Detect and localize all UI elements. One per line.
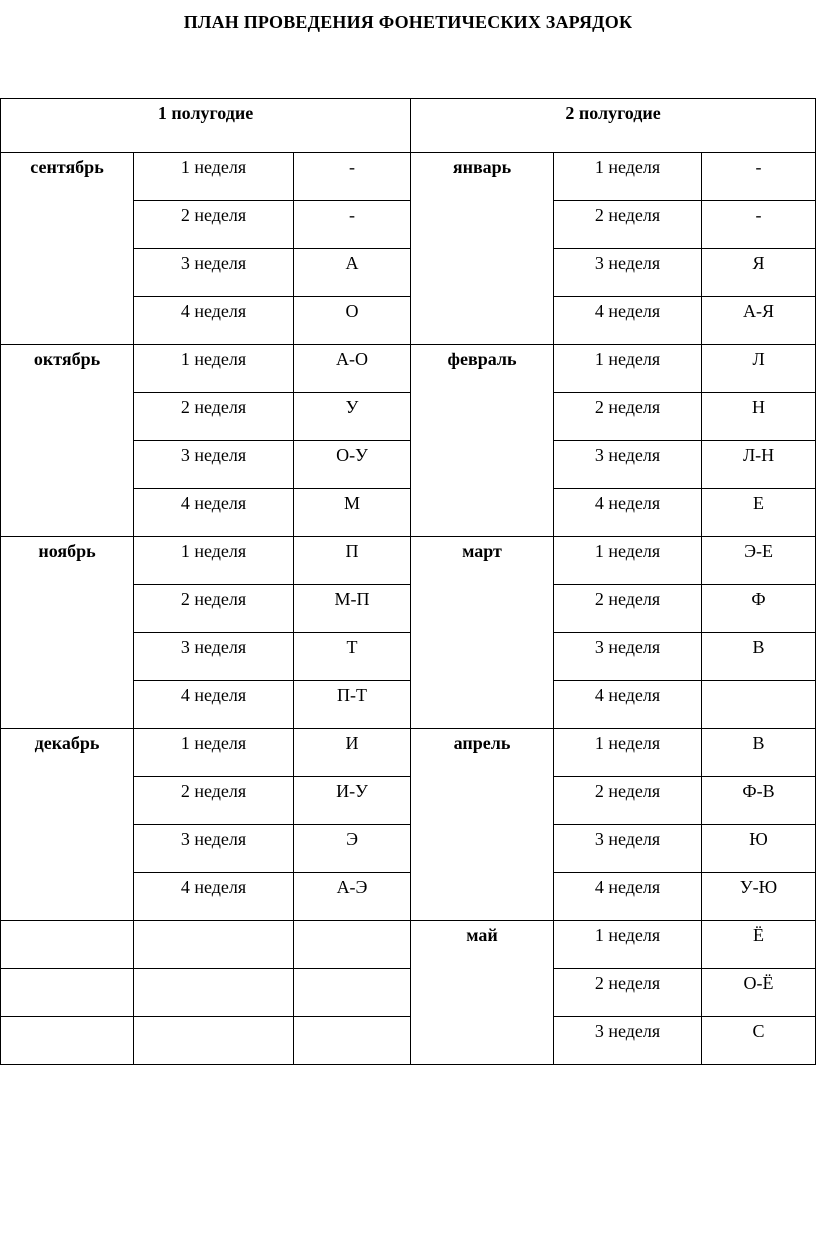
week-label: 4 неделя (554, 681, 702, 729)
week-label: 1 неделя (134, 729, 294, 777)
sound-value: П-Т (294, 681, 411, 729)
header-row (1, 99, 816, 153)
week-label: 2 неделя (134, 393, 294, 441)
week-label: 2 неделя (134, 777, 294, 825)
week-label: 2 неделя (134, 201, 294, 249)
left-empty-month-cell (1, 921, 134, 969)
sound-value: Е (702, 489, 816, 537)
sound-value: Л (702, 345, 816, 393)
sound-value: И-У (294, 777, 411, 825)
table-row (1, 729, 816, 777)
week-label: 3 неделя (134, 633, 294, 681)
left-empty-week-cell (134, 1017, 294, 1065)
sound-value: - (294, 201, 411, 249)
schedule-body (1, 99, 816, 1065)
week-label: 3 неделя (554, 825, 702, 873)
week-label: 4 неделя (134, 681, 294, 729)
sound-value: Т (294, 633, 411, 681)
sound-value: А-О (294, 345, 411, 393)
left-empty-week-cell (134, 969, 294, 1017)
week-label: 2 неделя (554, 777, 702, 825)
week-label: 1 неделя (554, 729, 702, 777)
sound-value: И (294, 729, 411, 777)
left-empty-sound-cell (294, 921, 411, 969)
week-label: 2 неделя (554, 969, 702, 1017)
week-label: 4 неделя (134, 489, 294, 537)
table-row (1, 921, 816, 969)
week-label: 3 неделя (134, 441, 294, 489)
week-label: 4 неделя (134, 297, 294, 345)
sound-value: У (294, 393, 411, 441)
sound-value: П (294, 537, 411, 585)
sound-value: Л-Н (702, 441, 816, 489)
table-row (1, 345, 816, 393)
week-label: 2 неделя (554, 201, 702, 249)
month-name: ноябрь (1, 537, 134, 729)
week-label: 4 неделя (554, 489, 702, 537)
sound-value: Э (294, 825, 411, 873)
sound-value: О (294, 297, 411, 345)
week-label: 3 неделя (554, 249, 702, 297)
week-label: 1 неделя (554, 537, 702, 585)
schedule-table (0, 98, 816, 1065)
week-label: 2 неделя (554, 393, 702, 441)
left-empty-week-cell (134, 921, 294, 969)
week-label: 1 неделя (134, 153, 294, 201)
sound-value: В (702, 633, 816, 681)
table-row (1, 1017, 816, 1065)
sound-value: О-Ё (702, 969, 816, 1017)
week-label: 4 неделя (134, 873, 294, 921)
month-name: январь (411, 153, 554, 345)
week-label: 4 неделя (554, 873, 702, 921)
table-row (1, 537, 816, 585)
week-label: 1 неделя (134, 537, 294, 585)
sound-value: У-Ю (702, 873, 816, 921)
week-label: 1 неделя (554, 153, 702, 201)
month-name: октябрь (1, 345, 134, 537)
page-title: ПЛАН ПРОВЕДЕНИЯ ФОНЕТИЧЕСКИХ ЗАРЯДОК (183, 12, 633, 32)
month-name: апрель (411, 729, 554, 921)
sound-value: Ё (702, 921, 816, 969)
sound-value: В (702, 729, 816, 777)
left-empty-sound-cell (294, 969, 411, 1017)
week-label: 3 неделя (554, 441, 702, 489)
sound-value: А-Я (702, 297, 816, 345)
week-label: 1 неделя (554, 921, 702, 969)
second-half-header: 2 полугодие (411, 99, 816, 153)
week-label: 1 неделя (134, 345, 294, 393)
sound-value: - (702, 201, 816, 249)
sound-value: О-У (294, 441, 411, 489)
month-name: декабрь (1, 729, 134, 921)
left-empty-month-cell (1, 969, 134, 1017)
sound-value: - (294, 153, 411, 201)
sound-value: М-П (294, 585, 411, 633)
week-label: 4 неделя (554, 297, 702, 345)
week-label: 3 неделя (554, 1017, 702, 1065)
week-label: 3 неделя (134, 249, 294, 297)
month-name: сентябрь (1, 153, 134, 345)
week-label: 2 неделя (554, 585, 702, 633)
sound-value: Н (702, 393, 816, 441)
month-name: февраль (411, 345, 554, 537)
month-name: май (411, 921, 554, 1065)
week-label: 3 неделя (134, 825, 294, 873)
first-half-header: 1 полугодие (1, 99, 411, 153)
week-label: 2 неделя (134, 585, 294, 633)
left-empty-month-cell (1, 1017, 134, 1065)
week-label: 1 неделя (554, 345, 702, 393)
sound-value: Э-Е (702, 537, 816, 585)
table-row (1, 153, 816, 201)
month-name: март (411, 537, 554, 729)
sound-value: Ф-В (702, 777, 816, 825)
sound-value: С (702, 1017, 816, 1065)
sound-value: А-Э (294, 873, 411, 921)
left-empty-sound-cell (294, 1017, 411, 1065)
sound-value: А (294, 249, 411, 297)
week-label: 3 неделя (554, 633, 702, 681)
sound-value: Ф (702, 585, 816, 633)
sound-value: Я (702, 249, 816, 297)
sound-value: Ю (702, 825, 816, 873)
sound-value: - (702, 153, 816, 201)
sound-value (702, 681, 816, 729)
sound-value: М (294, 489, 411, 537)
table-row (1, 969, 816, 1017)
